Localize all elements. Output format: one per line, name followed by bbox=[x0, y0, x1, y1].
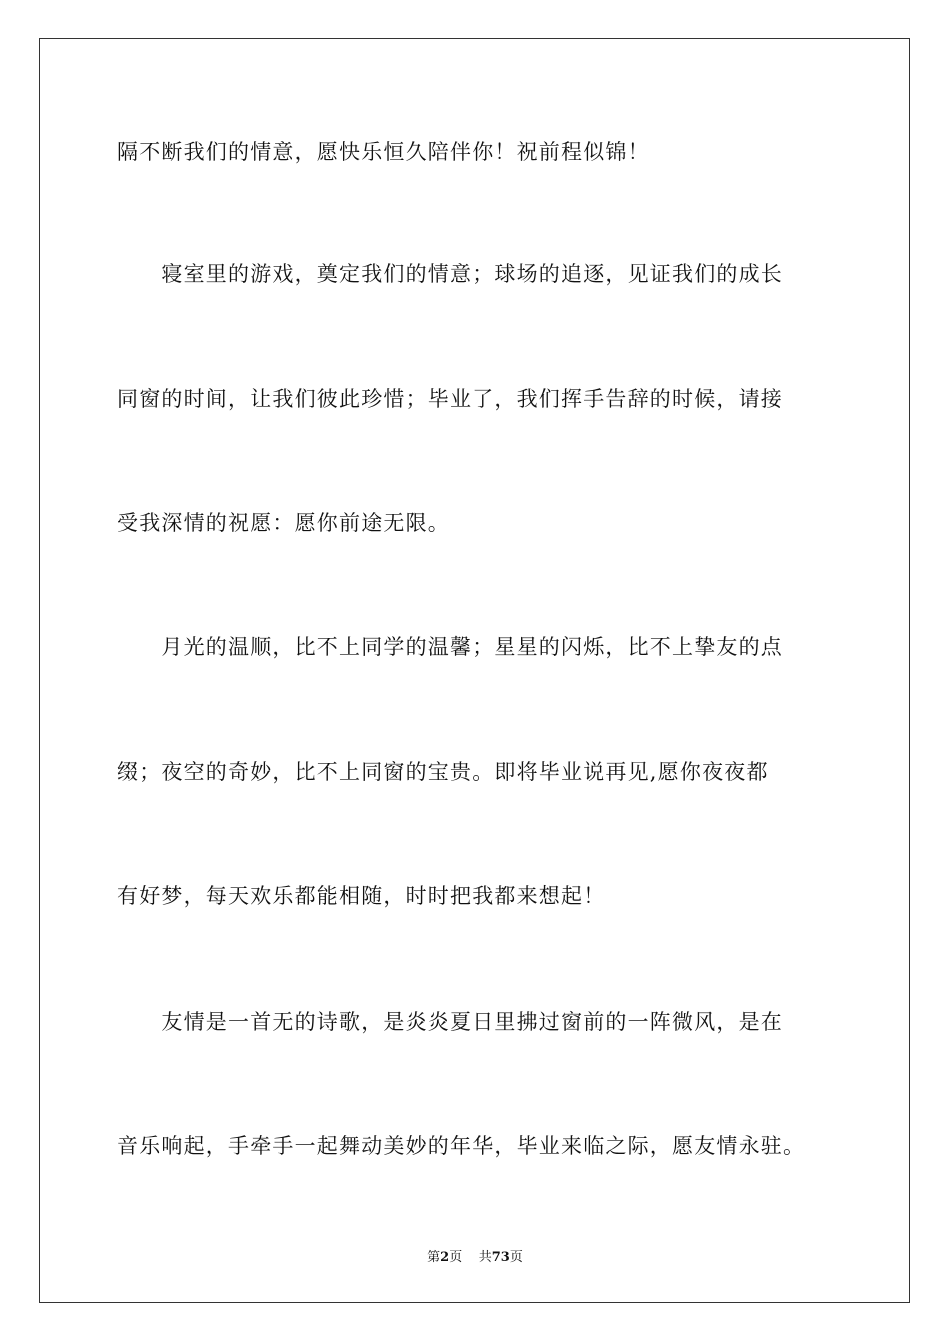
page-suffix: 页 bbox=[449, 1250, 463, 1265]
text-line-3: 同窗的时间，让我们彼此珍惜；毕业了，我们挥手告辞的时候，请接 bbox=[117, 387, 783, 411]
page-border bbox=[39, 38, 910, 1303]
text-line-7: 有好梦，每天欢乐都能相随，时时把我都来想起！ bbox=[117, 884, 606, 908]
text-line-4: 受我深情的祝愿：愿你前途无限。 bbox=[117, 511, 450, 535]
text-line-1: 隔不断我们的情意，愿快乐恒久陪伴你！祝前程似锦！ bbox=[117, 140, 650, 164]
total-pages: 73 bbox=[491, 1250, 510, 1265]
page-number: 2 bbox=[440, 1250, 450, 1265]
total-prefix: 共 bbox=[478, 1250, 492, 1265]
text-line-9: 音乐响起，手牵手一起舞动美妙的年华，毕业来临之际，愿友情永驻。 bbox=[117, 1134, 806, 1158]
text-line-8: 友情是一首无的诗歌，是炎炎夏日里拂过窗前的一阵微风，是在 bbox=[117, 1010, 783, 1034]
total-suffix: 页 bbox=[509, 1250, 523, 1265]
text-line-5: 月光的温顺，比不上同学的温馨；星星的闪烁，比不上挚友的点 bbox=[117, 635, 783, 659]
text-line-2: 寝室里的游戏，奠定我们的情意；球场的追逐，见证我们的成长 bbox=[117, 262, 783, 286]
page-footer bbox=[0, 1250, 950, 1266]
page-prefix: 第 bbox=[427, 1250, 441, 1265]
text-line-6: 缀；夜空的奇妙，比不上同窗的宝贵。即将毕业说再见,愿你夜夜都 bbox=[117, 760, 769, 784]
